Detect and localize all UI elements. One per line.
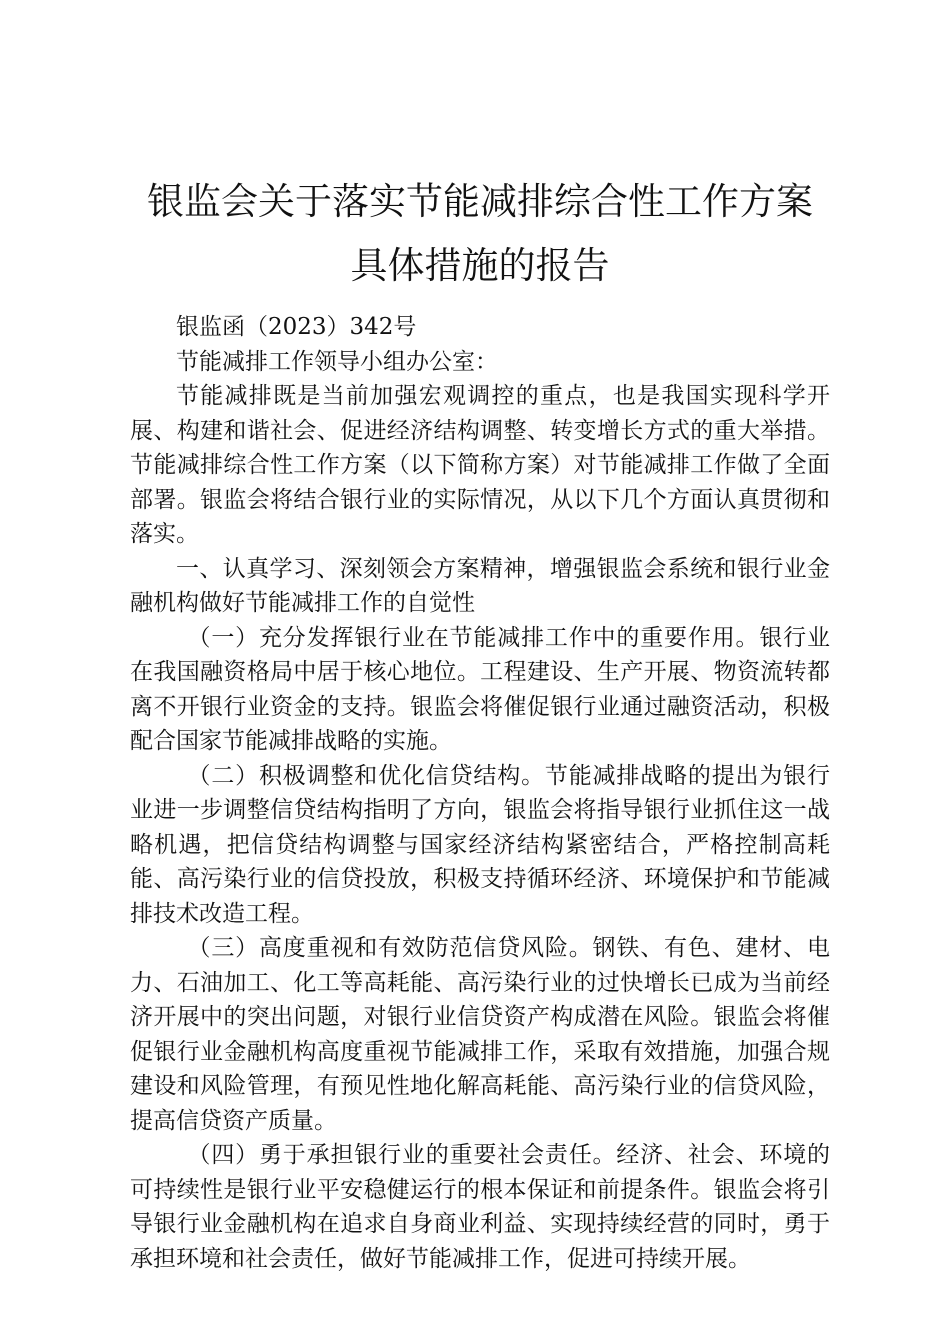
section-heading-1: 一、认真学习、深刻领会方案精神，增强银监会系统和银行业金融机构做好节能减排工作的自觉性 <box>130 555 830 616</box>
paragraph-intro: 节能减排既是当前加强宏观调控的重点，也是我国实现科学开展、构建和谐社会、促进经济结构调整、转变增长方式的重大举措。节能减排综合性工作方案（以下简称方案）对节能减排工作做了全面部署。银监会将结合银行业的实际情况，从以下几个方面认真贯彻和落实。 <box>130 383 830 547</box>
addressee: 节能减排工作领导小组办公室： <box>176 348 498 375</box>
paragraph-item-4: （四）勇于承担银行业的重要社会责任。经济、社会、环境的可持续性是银行业平安稳健运行的根本保证和前提条件。银监会将引导银行业金融机构在追求自身商业利益、实现持续经营的同时，勇于承担环境和社会责任，做好节能减排工作，促进可持续开展。 <box>130 1142 830 1272</box>
document-page <box>130 170 830 1276</box>
paragraph-item-1: （一）充分发挥银行业在节能减排工作中的重要作用。银行业在我国融资格局中居于核心地位。工程建设、生产开展、物资流转都离不开银行业资金的支持。银监会将催促银行业通过融资活动，积极配合国家节能减排战略的实施。 <box>130 624 830 754</box>
document-title: 银监会关于落实节能减排综合性工作方案具体措施的报告 <box>147 180 813 287</box>
paragraph-item-3: （三）高度重视和有效防范信贷风险。钢铁、有色、建材、电力、石油加工、化工等高耗能、高污染行业的过快增长已成为当前经济开展中的突出问题，对银行业信贷资产构成潜在风险。银监会将催促银行业金融机构高度重视节能减排工作，采取有效措施，加强合规建设和风险管理，有预见性地化解高耗能、高污染行业的信贷风险，提高信贷资产质量。 <box>130 935 830 1134</box>
paragraph-item-2: （二）积极调整和优化信贷结构。节能减排战略的提出为银行业进一步调整信贷结构指明了方向，银监会将指导银行业抓住这一战略机遇，把信贷结构调整与国家经济结构紧密结合，严格控制高耗能、高污染行业的信贷投放，积极支持循环经济、环境保护和节能减排技术改造工程。 <box>130 762 830 927</box>
document-number: 银监函（2023）342号 <box>176 314 417 340</box>
